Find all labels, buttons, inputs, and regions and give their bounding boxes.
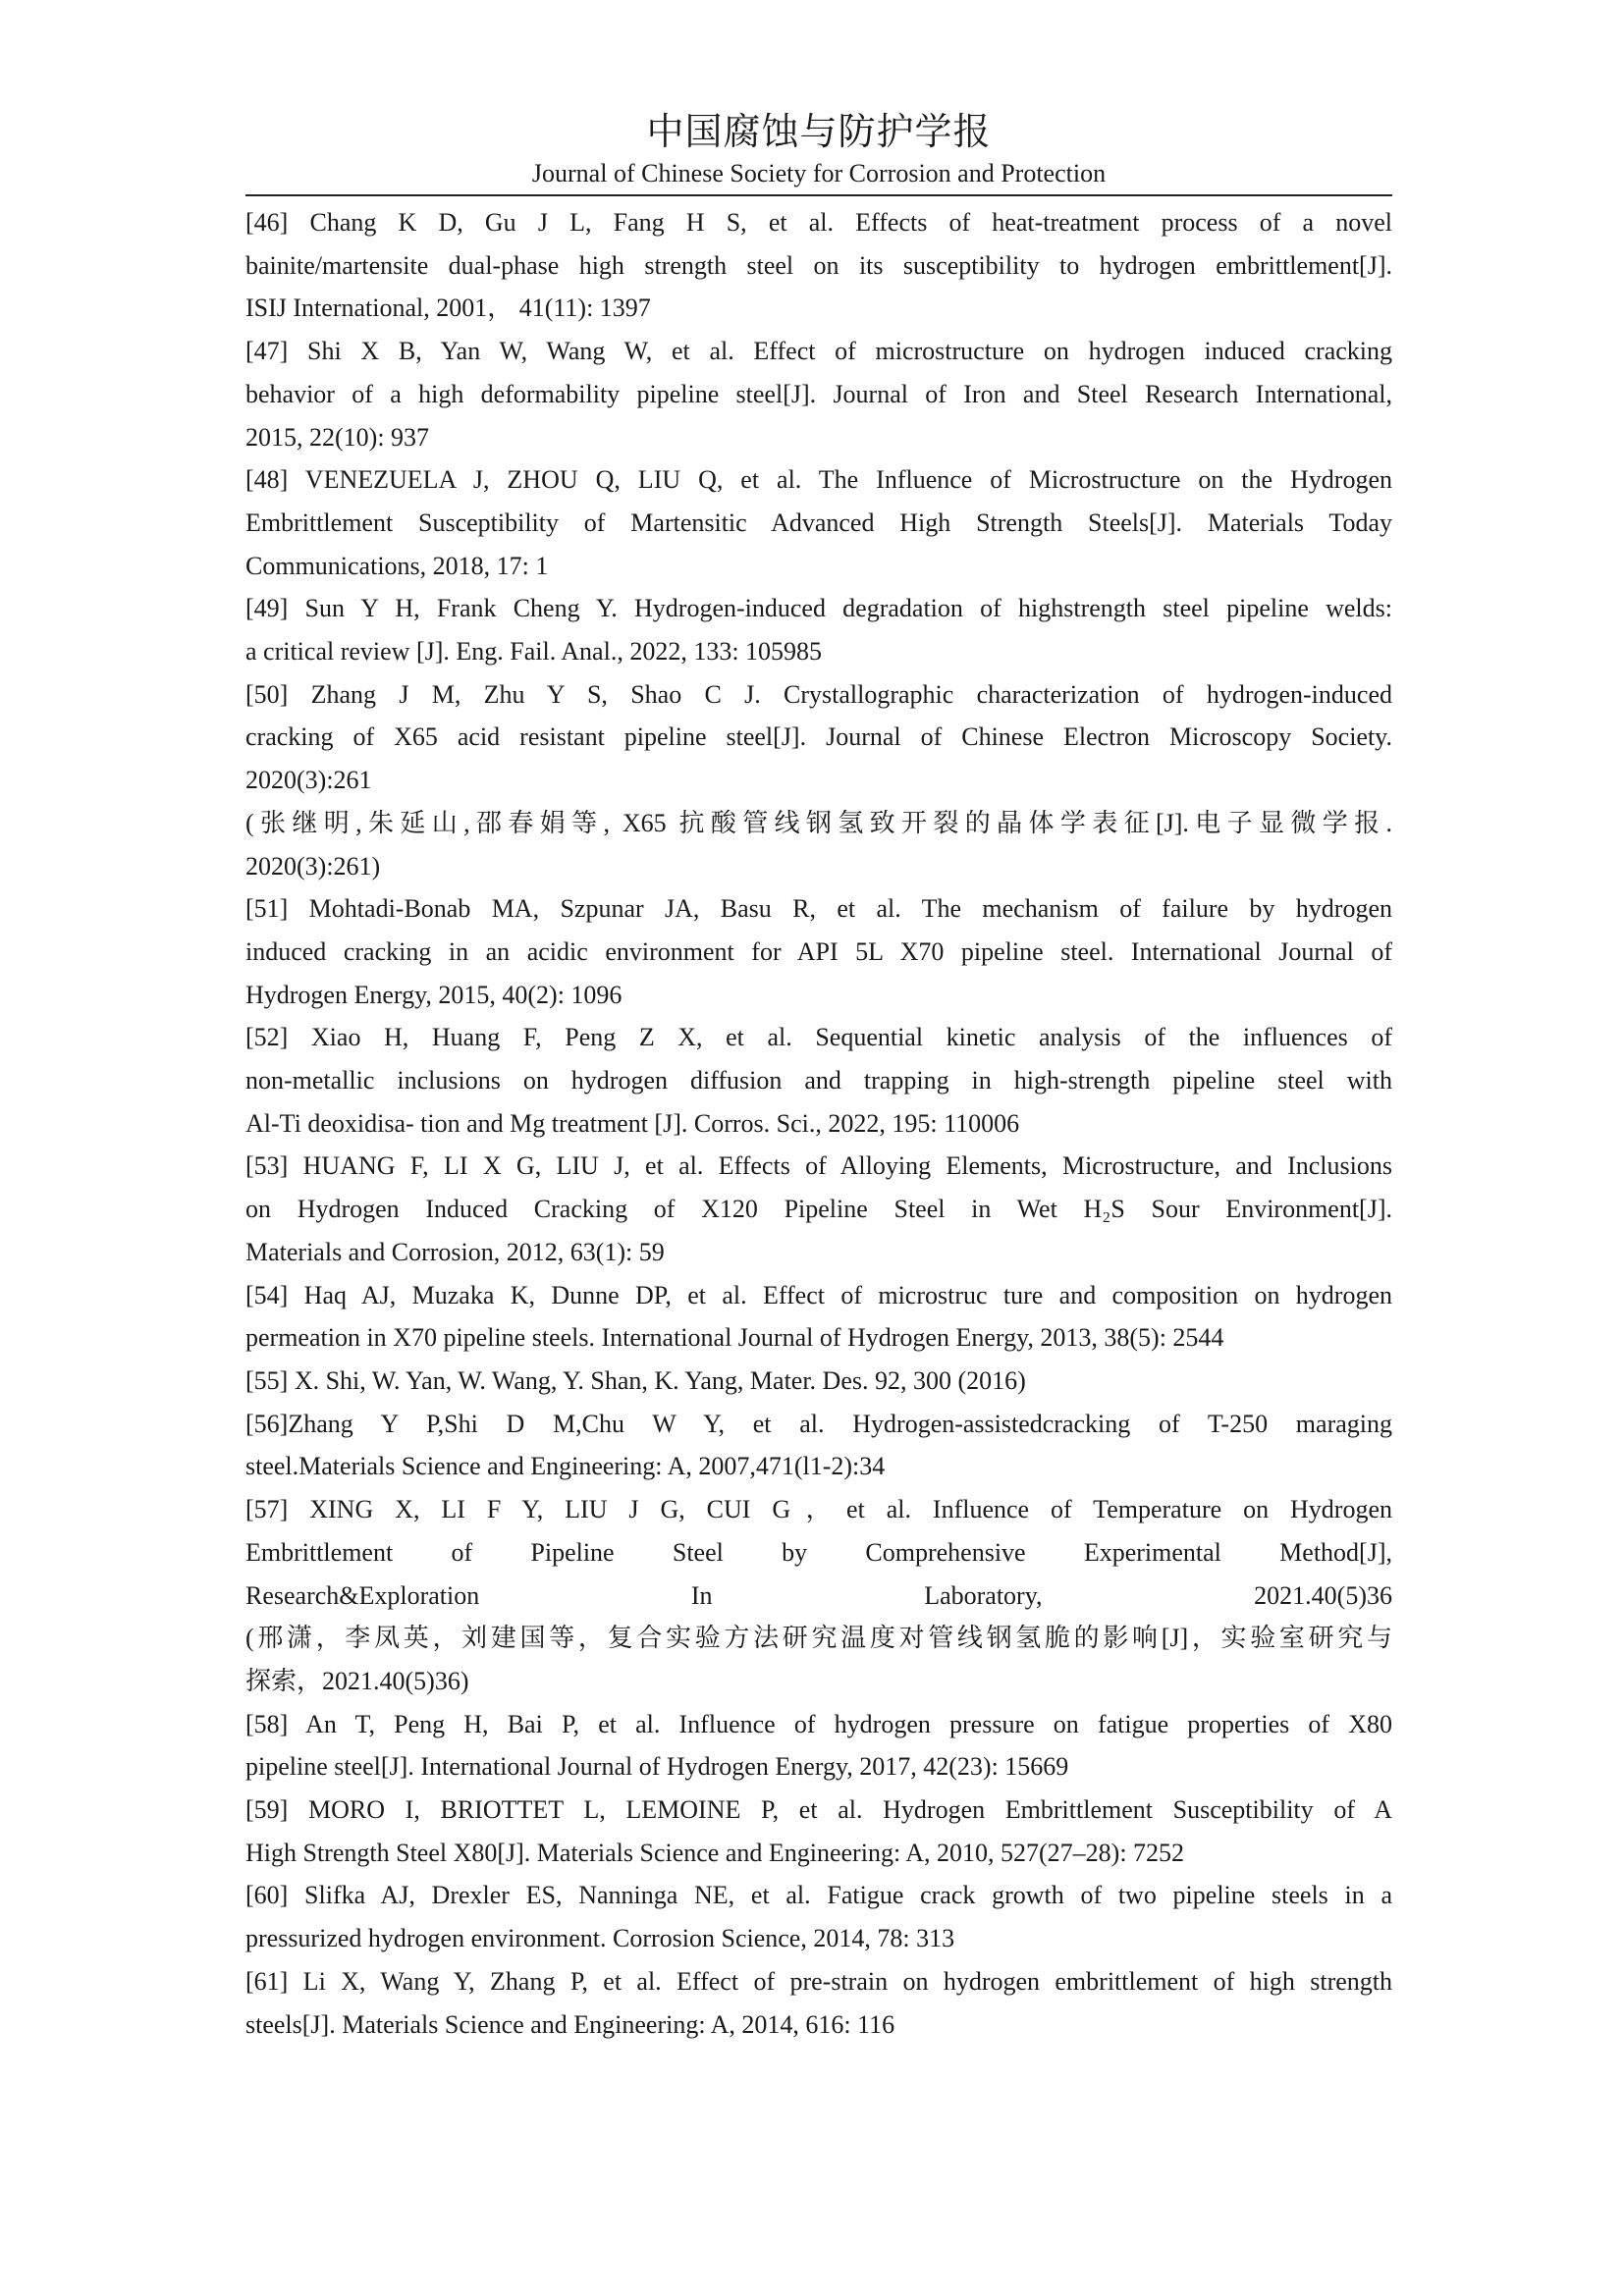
reference-line: [53] HUANG F, LI X G, LIU J, et al. Effects of Alloying Elements, Microstructure, and Inclusions xyxy=(245,1151,1392,1181)
reference-line: [58] An T, Peng H, Bai P, et al. Influence of hydrogen pressure on fatigue properties of X80 xyxy=(245,1709,1392,1738)
reference-line: (邢潇，李凤英，刘建国等，复合实验方法研究温度对管线钢氢脆的影响[J]，实验室研究与 xyxy=(245,1624,1392,1653)
reference-item xyxy=(245,1874,1392,1959)
reference-line: [57] XING X, LI F Y, LIU J G, CUI G，et al. Influence of Temperature on Hydrogen xyxy=(245,1495,1392,1524)
reference-item xyxy=(245,673,1392,888)
reference-line: [48] VENEZUELA J, ZHOU Q, LIU Q, et al. The Influence of Microstructure on the Hydrogen xyxy=(245,465,1392,495)
reference-line: 2015, 22(10): 937 xyxy=(245,422,430,452)
reference-line: [47] Shi X B, Yan W, Wang W, et al. Effect of microstructure on hydrogen induced cracking xyxy=(245,337,1392,366)
reference-line: 探索，2021.40(5)36) xyxy=(245,1666,469,1695)
reference-line: [49] Sun Y H, Frank Cheng Y. Hydrogen-induced degradation of highstrength steel pipeline welds: xyxy=(245,594,1392,623)
reference-item xyxy=(245,1960,1392,2046)
page-header xyxy=(245,108,1392,196)
reference-line: 2020(3):261 xyxy=(245,766,372,795)
reference-line: on Hydrogen Induced Cracking of X120 Pipeline Steel in Wet H₂S Sour Environment[J]. xyxy=(245,1195,1392,1224)
reference-item xyxy=(245,1145,1392,1273)
reference-line: permeation in X70 pipeline steels. International Journal of Hydrogen Energy, 2013, 38(5): 2544 xyxy=(245,1323,1224,1353)
reference-line: non-metallic inclusions on hydrogen diffusion and trapping in high-strength pipeline steel with xyxy=(245,1066,1392,1095)
reference-line: [59] MORO I, BRIOTTET L, LEMOINE P, et al. Hydrogen Embrittlement Susceptibility of A xyxy=(245,1795,1392,1825)
reference-item xyxy=(245,458,1392,587)
reference-item xyxy=(245,587,1392,672)
reference-line: Research&Exploration In Laboratory, 2021.40(5)36 xyxy=(245,1580,1392,1610)
reference-item xyxy=(245,1488,1392,1703)
reference-item xyxy=(245,1274,1392,1360)
reference-line: pipeline steel[J]. International Journal of Hydrogen Energy, 2017, 42(23): 15669 xyxy=(245,1752,1069,1782)
reference-line: [46] Chang K D, Gu J L, Fang H S, et al. Effects of heat-treatment process of a novel xyxy=(245,208,1392,237)
reference-line: Embrittlement Susceptibility of Martensitic Advanced High Strength Steels[J]. Materials Today xyxy=(245,507,1392,537)
reference-line: [56]Zhang Y P,Shi D M,Chu W Y, et al. Hydrogen-assistedcracking of T-250 maraging xyxy=(245,1409,1392,1438)
reference-line: steels[J]. Materials Science and Engineering: A, 2014, 616: 116 xyxy=(245,2009,895,2039)
reference-line: pressurized hydrogen environment. Corrosion Science, 2014, 78: 313 xyxy=(245,1924,955,1953)
reference-item xyxy=(245,1703,1392,1789)
reference-item xyxy=(245,201,1392,330)
reference-line: [55] X. Shi, W. Yan, W. Wang, Y. Shan, K. Yang, Mater. Des. 92, 300 (2016) xyxy=(245,1365,1026,1395)
reference-line: [60] Slifka AJ, Drexler ES, Nanninga NE, et al. Fatigue crack growth of two pipeline steels in a xyxy=(245,1881,1392,1910)
reference-item xyxy=(245,1403,1392,1488)
reference-line: (张继明,朱延山,邵春娟等, X65 抗酸管线钢氢致开裂的晶体学表征[J].电子显微学报. xyxy=(245,808,1392,837)
reference-item xyxy=(245,1360,1392,1403)
reference-line: induced cracking in an acidic environment for API 5L X70 pipeline steel. International Journal of xyxy=(245,936,1392,966)
reference-line: [52] Xiao H, Huang F, Peng Z X, et al. Sequential kinetic analysis of the influences of xyxy=(245,1023,1392,1052)
journal-title-chinese: 中国腐蚀与防护学报 xyxy=(646,112,992,153)
reference-line: Materials and Corrosion, 2012, 63(1): 59 xyxy=(245,1237,665,1266)
document-page xyxy=(245,108,1392,2046)
reference-line: [50] Zhang J M, Zhu Y S, Shao C J. Crystallographic characterization of hydrogen-induced xyxy=(245,679,1392,709)
reference-line: Al-Ti deoxidisa- tion and Mg treatment [J]. Corros. Sci., 2022, 195: 110006 xyxy=(245,1108,1020,1138)
reference-item xyxy=(245,887,1392,1016)
reference-line: a critical review [J]. Eng. Fail. Anal., 2022, 133: 105985 xyxy=(245,637,823,667)
reference-line: Communications, 2018, 17: 1 xyxy=(245,551,549,580)
reference-line: steel.Materials Science and Engineering: A, 2007,471(l1-2):34 xyxy=(245,1452,886,1481)
reference-line: 2020(3):261) xyxy=(245,851,381,881)
reference-line: behavior of a high deformability pipeline steel[J]. Journal of Iron and Steel Research International, xyxy=(245,379,1392,408)
reference-line: [51] Mohtadi-Bonab MA, Szpunar JA, Basu R, et al. The mechanism of failure by hydrogen xyxy=(245,894,1392,924)
reference-line: cracking of X65 acid resistant pipeline steel[J]. Journal of Chinese Electron Microscopy Society. xyxy=(245,722,1392,752)
reference-line: Embrittlement of Pipeline Steel by Comprehensive Experimental Method[J], xyxy=(245,1537,1392,1567)
header-rule xyxy=(245,194,1392,196)
reference-item xyxy=(245,330,1392,458)
reference-line: bainite/martensite dual-phase high strength steel on its susceptibility to hydrogen embrittlement[J]. xyxy=(245,250,1392,280)
reference-list xyxy=(245,201,1392,2046)
reference-item xyxy=(245,1016,1392,1145)
reference-line: [61] Li X, Wang Y, Zhang P, et al. Effect of pre-strain on hydrogen embrittlement of high strength xyxy=(245,1966,1392,1996)
reference-item xyxy=(245,1789,1392,1874)
reference-line: Hydrogen Energy, 2015, 40(2): 1096 xyxy=(245,980,623,1009)
reference-line: High Strength Steel X80[J]. Materials Science and Engineering: A, 2010, 527(27–28): 7252 xyxy=(245,1838,1185,1867)
reference-line: ISIJ International, 2001， 41(11): 1397 xyxy=(245,294,651,323)
reference-line: [54] Haq AJ, Muzaka K, Dunne DP, et al. Effect of microstruc ture and composition on hydrogen xyxy=(245,1280,1392,1309)
journal-title-english: Journal of Chinese Society for Corrosion and Protection xyxy=(531,159,1107,187)
